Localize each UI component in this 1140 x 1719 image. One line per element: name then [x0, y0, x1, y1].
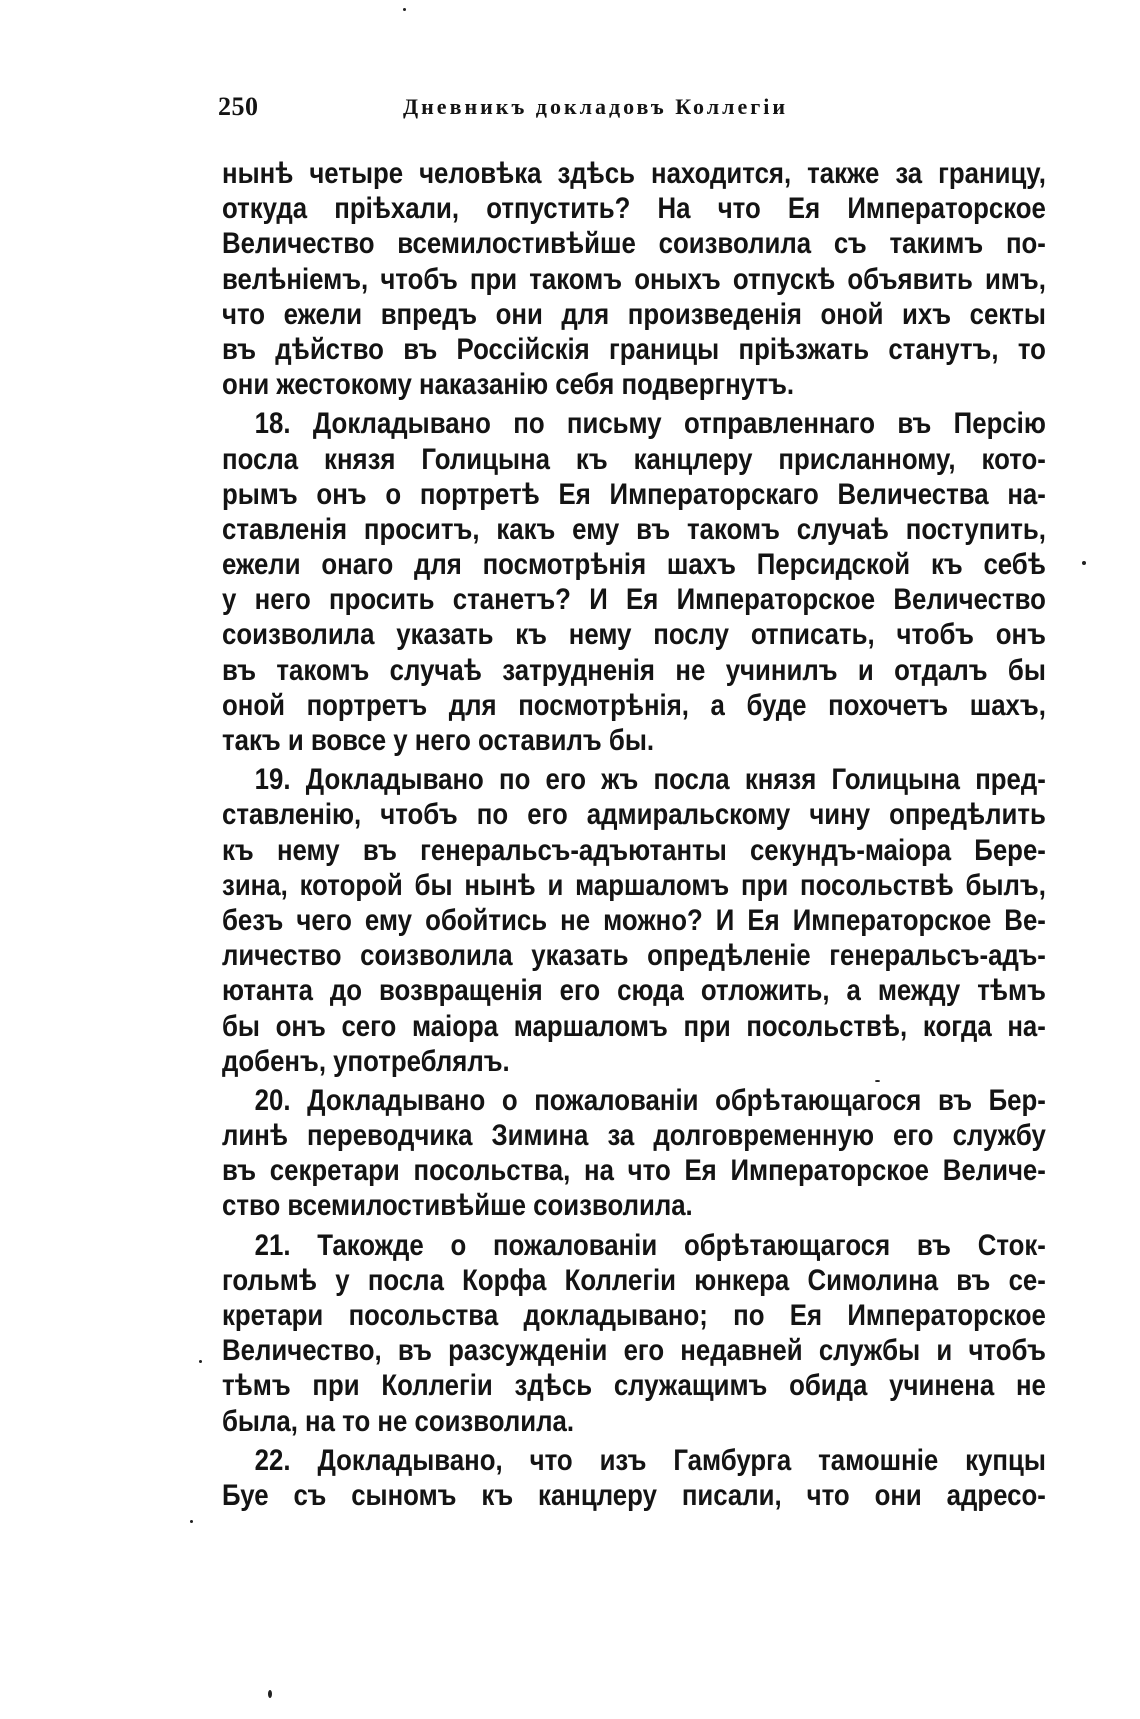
- scan-speck: [875, 1080, 880, 1082]
- text-line: тѣмъ при Коллегіи здѣсь служащимъ обида учинена не: [222, 1369, 1046, 1403]
- paragraph: [222, 156, 1046, 402]
- text-line: Величество всемилостивѣйше соизволила съ такимъ по-: [222, 227, 1046, 261]
- text-line: у него просить станетъ? И Ея Императорское Величество: [222, 583, 1046, 617]
- text-line: гольмѣ у посла Корфа Коллегіи юнкера Симолина въ се-: [222, 1263, 1046, 1297]
- text-line: линѣ переводчика Зимина за долговременную его службу: [222, 1119, 1046, 1153]
- running-head: [218, 92, 1048, 132]
- text-line: 19. Докладывано по его жъ посла князя Голицына пред-: [254, 763, 1046, 797]
- paragraph: [222, 762, 1046, 1079]
- paragraph: [222, 1083, 1046, 1224]
- scan-speck: [199, 1360, 202, 1363]
- text-line: 21. Такожде о пожалованіи обрѣтающагося въ Сток-: [254, 1228, 1046, 1262]
- text-line: рымъ онъ о портретѣ Ея Императорскаго Величества на-: [222, 477, 1046, 511]
- text-line: Величество, въ разсужденіи его недавней службы и чтобъ: [222, 1334, 1046, 1368]
- text-line: добенъ, употреблялъ.: [222, 1044, 510, 1078]
- text-line: 18. Докладывано по письму отправленнаго въ Персію: [254, 407, 1046, 441]
- running-head-title: Дневникъ докладовъ Коллегіи: [403, 94, 788, 119]
- text-line: ежели онаго для посмотрѣнія шахъ Персидской къ себѣ: [222, 548, 1046, 582]
- text-line: къ нему въ генеральсъ-адъютанты секундъ-маіора Бере-: [222, 833, 1046, 867]
- paragraph: [222, 406, 1046, 758]
- text-line: 20. Докладывано о пожалованіи обрѣтающагося въ Бер-: [254, 1083, 1046, 1117]
- text-line: соизволила указать къ нему послу отписать, чтобъ онъ: [222, 618, 1046, 652]
- text-line: кретари посольства докладывано; по Ея Императорское: [222, 1299, 1046, 1332]
- body-text: [222, 156, 1046, 1513]
- text-line: была, на то не соизволила.: [222, 1404, 575, 1438]
- text-line: такъ и вовсе у него оставилъ бы.: [222, 724, 655, 757]
- paragraph: [222, 1228, 1046, 1439]
- text-line: нынѣ четыре человѣка здѣсь находится, также за границу,: [222, 157, 1046, 190]
- scan-speck: [268, 1690, 272, 1698]
- text-line: личество соизволила указать опредѣленіе генеральсъ-адъ-: [222, 939, 1046, 973]
- text-line: ставленія проситъ, какъ ему въ такомъ случаѣ поступить,: [222, 512, 1046, 546]
- scan-speck: [190, 1520, 193, 1523]
- text-line: зина, которой бы нынѣ и маршаломъ при посольствѣ былъ,: [222, 868, 1046, 902]
- scan-speck: [403, 8, 406, 11]
- text-line: ютанта до возвращенія его сюда отложить, а между тѣмъ: [222, 974, 1046, 1008]
- text-line: 22. Докладывано, что изъ Гамбурга тамошніе купцы: [254, 1443, 1046, 1477]
- text-line: безъ чего ему обойтись не можно? И Ея Императорское Ве-: [222, 903, 1046, 937]
- scan-speck: [1082, 561, 1086, 565]
- page-number: 250: [218, 92, 259, 121]
- text-line: они жестокому наказанію себя подвергнутъ.: [222, 368, 795, 402]
- text-line: посла князя Голицына къ канцлеру присланному, кото-: [222, 442, 1046, 476]
- text-line: что ежели впредъ они для произведенія оной ихъ секты: [222, 297, 1046, 331]
- text-line: бы онъ сего маіора маршаломъ при посольствѣ, когда на-: [222, 1009, 1046, 1043]
- text-line: ство всемилостивѣйше соизволила.: [222, 1189, 693, 1223]
- text-line: откуда пріѣхали, отпустить? На что Ея Императорское: [222, 192, 1046, 226]
- text-line: Буе съ сыномъ къ канцлеру писали, что они адресо-: [222, 1478, 1046, 1512]
- text-line: въ такомъ случаѣ затрудненія не учинилъ и отдалъ бы: [222, 653, 1046, 687]
- text-line: ставленію, чтобъ по его адмиральскому чину опредѣлить: [222, 798, 1046, 832]
- text-line: оной портретъ для посмотрѣнія, а буде похочетъ шахъ,: [222, 688, 1046, 722]
- text-line: велѣніемъ, чтобъ при такомъ оныхъ отпускѣ объявить имъ,: [222, 262, 1046, 296]
- text-line: въ дѣйство въ Россійскія границы пріѣзжать станутъ, то: [222, 332, 1046, 366]
- text-line: въ секретари посольства, на что Ея Императорское Величе-: [222, 1154, 1046, 1188]
- paragraph: [222, 1443, 1046, 1513]
